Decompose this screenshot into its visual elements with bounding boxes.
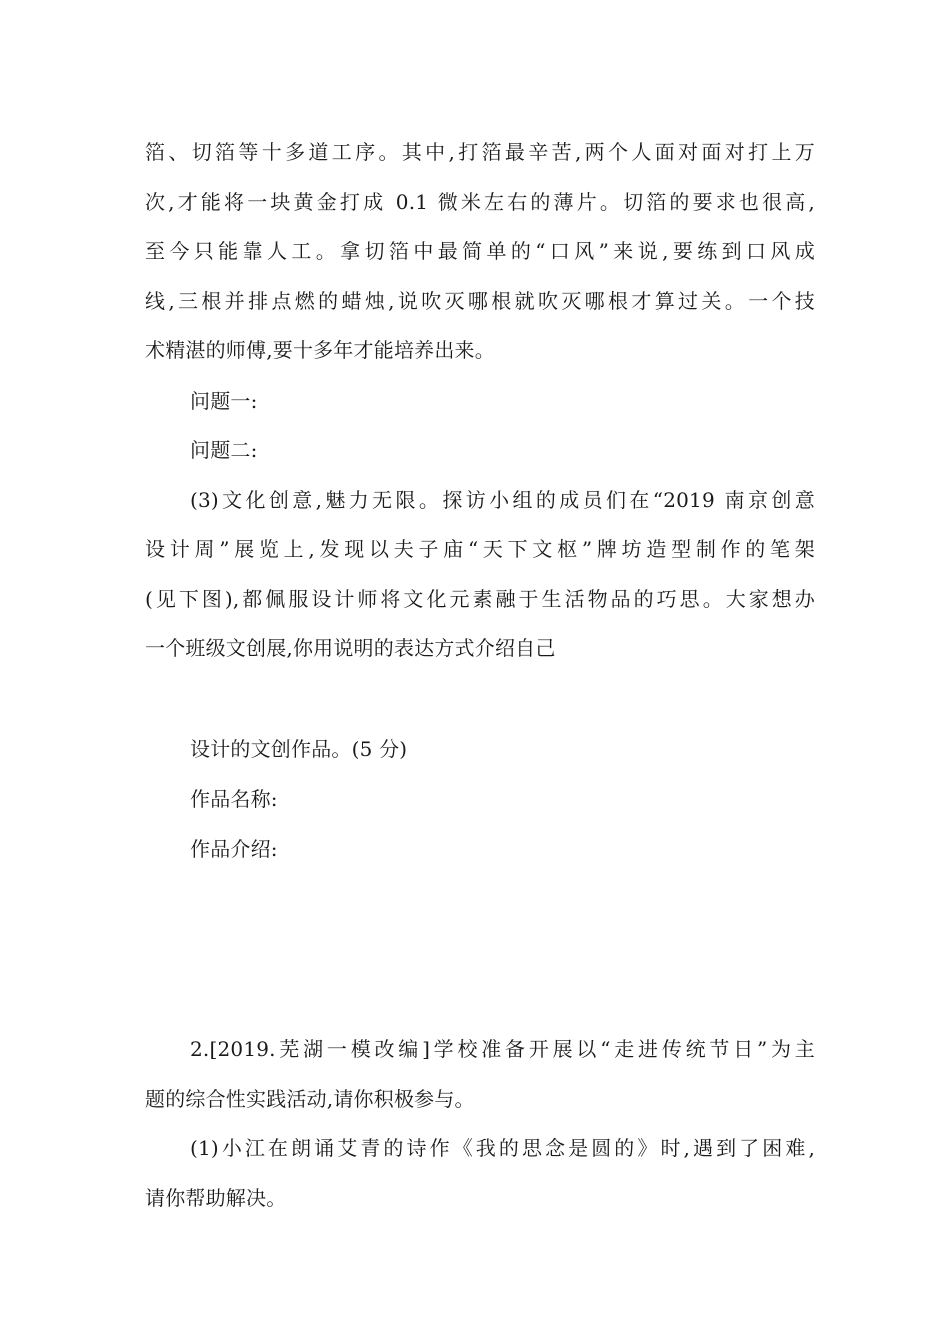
paragraph-line: 术精湛的师傅,要十多年才能培养出来。 [145,338,495,362]
paragraph-line: 线,三根并排点燃的蜡烛,说吹灭哪根就吹灭哪根才算过关。一个技 [145,289,815,313]
question-2-line: 题的综合性实践活动,请你积极参与。 [145,1087,475,1111]
paragraph-line: 次,才能将一块黄金打成 0.1 微米左右的薄片。切箔的要求也很高, [145,190,815,214]
item-1-line: (1)小江在朗诵艾青的诗作《我的思念是圆的》时,遇到了困难, [190,1136,815,1160]
work-intro-label: 作品介绍: [190,837,278,861]
question-two-label: 问题二: [190,438,258,462]
item-3-line: (见下图),都佩服设计师将文化元素融于生活物品的巧思。大家想办 [145,587,815,611]
item-3-continuation: 设计的文创作品。(5 分) [190,737,408,761]
item-3-line: 一个班级文创展,你用说明的表达方式介绍自己 [145,636,556,660]
item-3-line: (3)文化创意,魅力无限。探访小组的成员们在“2019 南京创意 [190,488,815,512]
question-2-line: 2.[2019.芜湖一模改编]学校准备开展以“走进传统节日”为主 [190,1037,815,1061]
work-name-label: 作品名称: [190,787,278,811]
item-1-line: 请你帮助解决。 [145,1186,287,1210]
paragraph-line: 箔、切箔等十多道工序。其中,打箔最辛苦,两个人面对面对打上万 [145,140,815,164]
question-one-label: 问题一: [190,389,258,413]
paragraph-line: 至今只能靠人工。拿切箔中最简单的“口风”来说,要练到口风成 [145,239,815,263]
item-3-line: 设计周”展览上,发现以夫子庙“天下文枢”牌坊造型制作的笔架 [145,537,815,561]
